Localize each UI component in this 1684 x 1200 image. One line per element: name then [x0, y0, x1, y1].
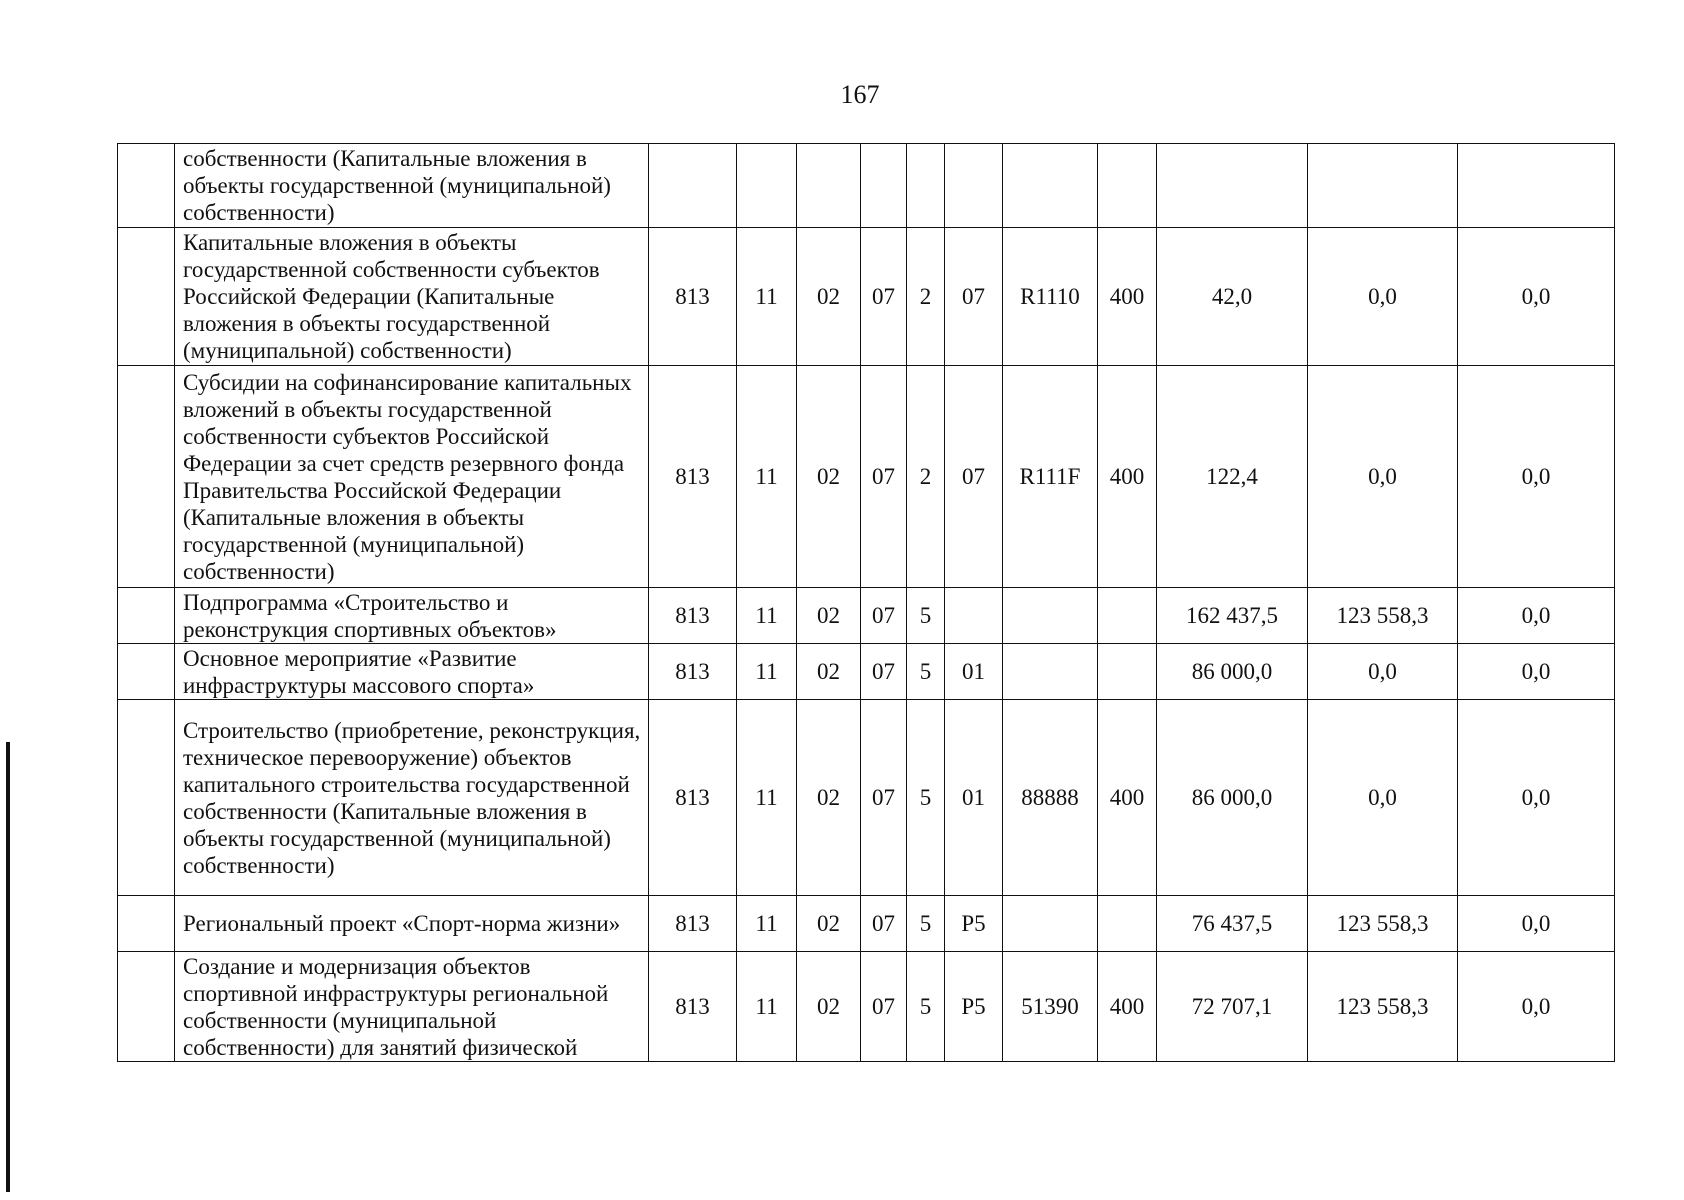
- amount-year-3-cell: 0,0: [1458, 588, 1615, 644]
- section-code-cell: [737, 144, 797, 228]
- expense-type-code-cell: 400: [1098, 366, 1157, 588]
- direction-code-cell: [1003, 896, 1098, 952]
- subprogram-code-cell: 2: [907, 228, 945, 366]
- section-code-cell: 11: [737, 896, 797, 952]
- row-index-cell: [118, 144, 175, 228]
- program-code-cell: [861, 144, 907, 228]
- direction-code-cell: 88888: [1003, 700, 1098, 896]
- amount-year-1-cell: 72 707,1: [1157, 952, 1308, 1062]
- expense-type-code-cell: [1098, 144, 1157, 228]
- ministry-code-cell: 813: [649, 700, 737, 896]
- direction-code-cell: [1003, 144, 1098, 228]
- direction-code-cell: R1110: [1003, 228, 1098, 366]
- expense-type-code-cell: 400: [1098, 952, 1157, 1062]
- row-index-cell: [118, 228, 175, 366]
- direction-code-cell: 51390: [1003, 952, 1098, 1062]
- direction-code-cell: [1003, 644, 1098, 700]
- item-name-cell: Основное мероприятие «Развитие инфраструктуры массового спорта»: [175, 644, 649, 700]
- item-name-cell: собственности (Капитальные вложения в объекты государственной (муниципальной) собственности): [175, 144, 649, 228]
- item-name-cell: Создание и модернизация объектов спортивной инфраструктуры региональной собственности (муниципальной собственности) для занятий физической: [175, 952, 649, 1062]
- amount-year-2-cell: 123 558,3: [1308, 896, 1458, 952]
- subprogram-code-cell: 5: [907, 952, 945, 1062]
- row-index-cell: [118, 700, 175, 896]
- amount-year-2-cell: 0,0: [1308, 644, 1458, 700]
- table-row: [118, 644, 1615, 700]
- amount-year-1-cell: 76 437,5: [1157, 896, 1308, 952]
- ministry-code-cell: 813: [649, 952, 737, 1062]
- section-code-cell: 11: [737, 588, 797, 644]
- subsection-code-cell: 02: [797, 700, 861, 896]
- event-code-cell: 07: [945, 366, 1003, 588]
- item-name-cell: Субсидии на софинансирование капитальных вложений в объекты государственной собственности субъектов Российской Федерации за счет средств резервного фонда Правительства Российской Федерации (Капитальные вложения в объекты государственной (муниципальной) собственности): [175, 366, 649, 588]
- table-row: [118, 952, 1615, 1062]
- ministry-code-cell: 813: [649, 228, 737, 366]
- amount-year-2-cell: 0,0: [1308, 366, 1458, 588]
- program-code-cell: 07: [861, 896, 907, 952]
- item-name-cell: Региональный проект «Спорт-норма жизни»: [175, 896, 649, 952]
- subsection-code-cell: 02: [797, 588, 861, 644]
- program-code-cell: 07: [861, 366, 907, 588]
- amount-year-1-cell: [1157, 144, 1308, 228]
- subprogram-code-cell: [907, 144, 945, 228]
- table-row: [118, 144, 1615, 228]
- subsection-code-cell: 02: [797, 896, 861, 952]
- subprogram-code-cell: 5: [907, 700, 945, 896]
- event-code-cell: P5: [945, 896, 1003, 952]
- table-row: [118, 700, 1615, 896]
- amount-year-1-cell: 86 000,0: [1157, 700, 1308, 896]
- section-code-cell: 11: [737, 644, 797, 700]
- subprogram-code-cell: 5: [907, 644, 945, 700]
- amount-year-1-cell: 42,0: [1157, 228, 1308, 366]
- table-row: [118, 228, 1615, 366]
- amount-year-1-cell: 122,4: [1157, 366, 1308, 588]
- amount-year-3-cell: 0,0: [1458, 896, 1615, 952]
- amount-year-3-cell: [1458, 144, 1615, 228]
- subsection-code-cell: 02: [797, 644, 861, 700]
- budget-table: [117, 143, 1615, 1062]
- row-index-cell: [118, 644, 175, 700]
- table-row: [118, 366, 1615, 588]
- amount-year-3-cell: 0,0: [1458, 644, 1615, 700]
- amount-year-2-cell: [1308, 144, 1458, 228]
- expense-type-code-cell: 400: [1098, 228, 1157, 366]
- subsection-code-cell: 02: [797, 952, 861, 1062]
- amount-year-3-cell: 0,0: [1458, 700, 1615, 896]
- subprogram-code-cell: 5: [907, 896, 945, 952]
- event-code-cell: 01: [945, 700, 1003, 896]
- section-code-cell: 11: [737, 952, 797, 1062]
- program-code-cell: 07: [861, 952, 907, 1062]
- program-code-cell: 07: [861, 588, 907, 644]
- item-name-cell: Подпрограмма «Строительство и реконструкция спортивных объектов»: [175, 588, 649, 644]
- amount-year-2-cell: 123 558,3: [1308, 588, 1458, 644]
- amount-year-1-cell: 86 000,0: [1157, 644, 1308, 700]
- section-code-cell: 11: [737, 366, 797, 588]
- subsection-code-cell: 02: [797, 228, 861, 366]
- subprogram-code-cell: 5: [907, 588, 945, 644]
- expense-type-code-cell: 400: [1098, 700, 1157, 896]
- event-code-cell: 01: [945, 644, 1003, 700]
- ministry-code-cell: 813: [649, 896, 737, 952]
- table-row: [118, 896, 1615, 952]
- ministry-code-cell: 813: [649, 366, 737, 588]
- event-code-cell: [945, 144, 1003, 228]
- event-code-cell: 07: [945, 228, 1003, 366]
- amount-year-2-cell: 0,0: [1308, 700, 1458, 896]
- subsection-code-cell: [797, 144, 861, 228]
- row-index-cell: [118, 366, 175, 588]
- amount-year-2-cell: 123 558,3: [1308, 952, 1458, 1062]
- amount-year-1-cell: 162 437,5: [1157, 588, 1308, 644]
- direction-code-cell: R111F: [1003, 366, 1098, 588]
- program-code-cell: 07: [861, 644, 907, 700]
- section-code-cell: 11: [737, 700, 797, 896]
- row-index-cell: [118, 952, 175, 1062]
- program-code-cell: 07: [861, 700, 907, 896]
- subprogram-code-cell: 2: [907, 366, 945, 588]
- ministry-code-cell: 813: [649, 644, 737, 700]
- amount-year-3-cell: 0,0: [1458, 952, 1615, 1062]
- ministry-code-cell: [649, 144, 737, 228]
- event-code-cell: P5: [945, 952, 1003, 1062]
- row-index-cell: [118, 896, 175, 952]
- subsection-code-cell: 02: [797, 366, 861, 588]
- program-code-cell: 07: [861, 228, 907, 366]
- section-code-cell: 11: [737, 228, 797, 366]
- amount-year-3-cell: 0,0: [1458, 228, 1615, 366]
- row-index-cell: [118, 588, 175, 644]
- item-name-cell: Строительство (приобретение, реконструкция, техническое перевооружение) объектов капитального строительства государственной собственности (Капитальные вложения в объекты государственной (муниципальной) собственности): [175, 700, 649, 896]
- page-number: 167: [840, 80, 880, 109]
- amount-year-2-cell: 0,0: [1308, 228, 1458, 366]
- expense-type-code-cell: [1098, 588, 1157, 644]
- direction-code-cell: [1003, 588, 1098, 644]
- binding-edge-mark: [6, 742, 10, 1192]
- event-code-cell: [945, 588, 1003, 644]
- expense-type-code-cell: [1098, 644, 1157, 700]
- amount-year-3-cell: 0,0: [1458, 366, 1615, 588]
- item-name-cell: Капитальные вложения в объекты государственной собственности субъектов Российской Федерации (Капитальные вложения в объекты государственной (муниципальной) собственности): [175, 228, 649, 366]
- expense-type-code-cell: [1098, 896, 1157, 952]
- ministry-code-cell: 813: [649, 588, 737, 644]
- table-row: [118, 588, 1615, 644]
